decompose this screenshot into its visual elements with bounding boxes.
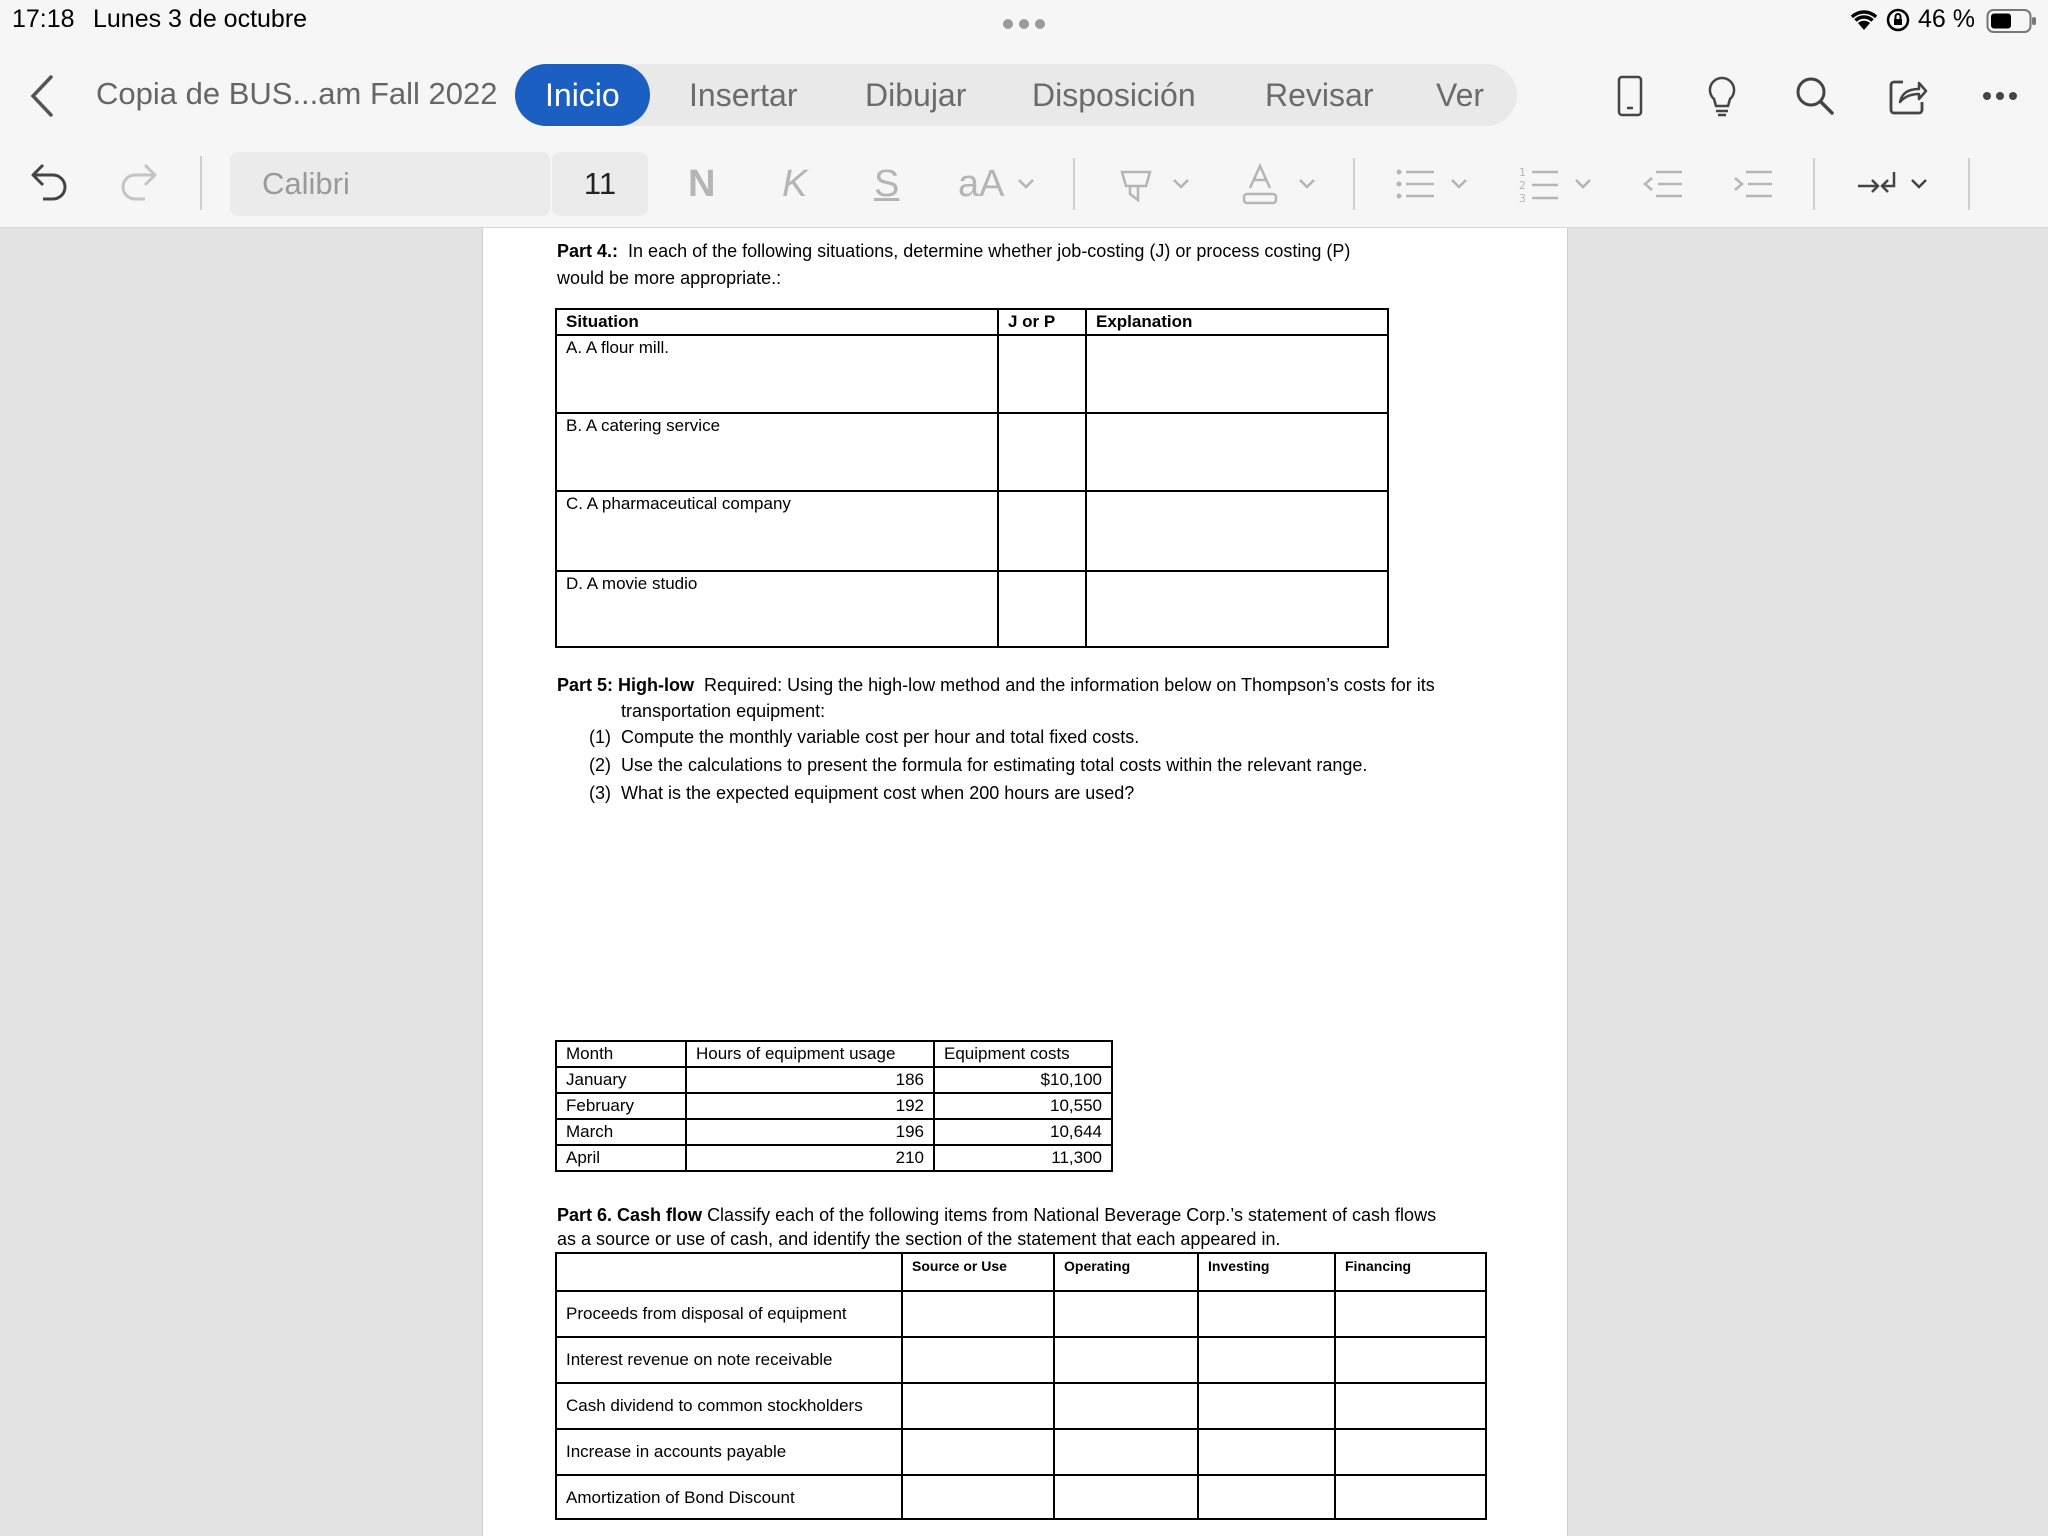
table-cell: 210	[686, 1145, 934, 1171]
table-cell[interactable]	[1335, 1475, 1486, 1519]
toolbar-divider	[1968, 158, 1970, 210]
mobile-view-icon[interactable]	[1612, 72, 1648, 120]
italic-button[interactable]: K	[782, 163, 808, 205]
table-cell[interactable]	[1054, 1337, 1198, 1383]
part6-intro	[557, 1202, 1436, 1228]
table-row	[556, 1093, 1112, 1119]
list-item-text: What is the expected equipment cost when 200 hours are used?	[621, 783, 1135, 803]
part5-text-line2: transportation equipment:	[621, 701, 826, 721]
part6-text-line1: Classify each of the following items from National Beverage Corp.’s statement of cash flows	[707, 1205, 1437, 1225]
highlight-color-icon[interactable]	[1112, 160, 1192, 208]
table-row	[556, 1145, 1112, 1171]
list-number: (3)	[589, 783, 611, 803]
part4-table	[555, 308, 1389, 648]
table-header: Equipment costs	[934, 1041, 1112, 1067]
table-cell: March	[556, 1119, 686, 1145]
collapse-toolbar-icon[interactable]	[1852, 160, 1932, 208]
table-cell[interactable]	[1335, 1429, 1486, 1475]
table-cell: 196	[686, 1119, 934, 1145]
table-cell[interactable]	[1054, 1429, 1198, 1475]
table-cell[interactable]	[1054, 1475, 1198, 1519]
table-cell: 11,300	[934, 1145, 1112, 1171]
tab-insertar[interactable]: Insertar	[689, 77, 798, 113]
table-cell[interactable]	[1086, 491, 1388, 571]
more-options-icon[interactable]	[1980, 84, 2020, 108]
multitasking-dots-icon[interactable]	[1000, 14, 1048, 34]
table-cell[interactable]	[902, 1337, 1054, 1383]
table-header: Explanation	[1086, 309, 1388, 335]
document-page[interactable]	[482, 228, 1568, 1536]
search-icon[interactable]	[1793, 72, 1837, 120]
list-item	[589, 780, 611, 806]
table-cell: D. A movie studio	[556, 571, 998, 647]
table-row	[556, 1337, 1486, 1383]
underline-button[interactable]: S	[874, 163, 900, 205]
table-cell[interactable]	[1086, 571, 1388, 647]
part4-intro	[557, 238, 1350, 264]
list-item-text: Use the calculations to present the formula for estimating total costs within the relevant range.	[621, 755, 1368, 775]
lightbulb-icon[interactable]	[1702, 72, 1742, 120]
table-cell: $10,100	[934, 1067, 1112, 1093]
table-cell: 192	[686, 1093, 934, 1119]
list-item	[589, 724, 611, 750]
numbered-list-icon[interactable]	[1516, 160, 1596, 208]
font-color-icon[interactable]	[1238, 160, 1318, 208]
equipment-cost-table	[555, 1040, 1113, 1172]
undo-icon[interactable]	[26, 158, 72, 208]
battery-percent: 46 %	[1918, 5, 1975, 33]
table-cell: 10,644	[934, 1119, 1112, 1145]
table-cell[interactable]	[998, 413, 1086, 491]
table-cell[interactable]	[902, 1429, 1054, 1475]
list-number: (2)	[589, 755, 611, 775]
status-date: Lunes 3 de octubre	[93, 5, 308, 33]
back-chevron-icon[interactable]	[22, 72, 62, 120]
part4-text-line1: In each of the following situations, determine whether job-costing (J) or process costing (P)	[628, 241, 1351, 261]
table-cell[interactable]	[1335, 1337, 1486, 1383]
table-cell[interactable]	[1198, 1475, 1335, 1519]
table-header: Operating	[1054, 1253, 1198, 1291]
orientation-lock-icon	[1886, 8, 1910, 32]
table-cell[interactable]	[902, 1475, 1054, 1519]
table-cell: April	[556, 1145, 686, 1171]
bullet-list-icon[interactable]	[1392, 160, 1472, 208]
toolbar-divider	[1353, 158, 1355, 210]
part5-heading: Part 5: High-low	[557, 675, 695, 695]
table-row	[556, 1429, 1486, 1475]
table-header: Investing	[1198, 1253, 1335, 1291]
tab-ver[interactable]: Ver	[1436, 77, 1485, 113]
table-header: Hours of equipment usage	[686, 1041, 934, 1067]
increase-indent-icon[interactable]	[1730, 160, 1778, 208]
part4-text-line2: would be more appropriate.:	[557, 268, 782, 288]
table-cell[interactable]	[998, 335, 1086, 413]
table-cell[interactable]	[1335, 1383, 1486, 1429]
part4-heading: Part 4.:	[557, 241, 619, 261]
toolbar-divider	[1813, 158, 1815, 210]
list-item-text: Compute the monthly variable cost per hour and total fixed costs.	[621, 727, 1140, 747]
chevron-down-icon[interactable]	[1014, 170, 1038, 198]
part5-text-line1: Required: Using the high-low method and the information below on Thompson’s costs for its	[704, 675, 1435, 695]
svg-text:3: 3	[1519, 192, 1526, 205]
table-cell: B. A catering service	[556, 413, 998, 491]
document-title[interactable]: Copia de BUS...am Fall 2022	[96, 76, 498, 111]
table-cell[interactable]	[998, 491, 1086, 571]
table-row	[556, 1067, 1112, 1093]
table-cell[interactable]	[1198, 1337, 1335, 1383]
list-number: (1)	[589, 727, 611, 747]
list-item	[589, 752, 611, 778]
cash-flow-table	[555, 1252, 1487, 1520]
tab-disposicion[interactable]: Disposición	[1032, 77, 1196, 113]
table-cell[interactable]	[902, 1383, 1054, 1429]
text-case-button[interactable]: aA	[958, 163, 1005, 205]
table-cell: 186	[686, 1067, 934, 1093]
table-cell[interactable]	[1054, 1291, 1198, 1337]
tab-dibujar[interactable]: Dibujar	[865, 77, 967, 113]
table-cell: 10,550	[934, 1093, 1112, 1119]
bold-button[interactable]: N	[688, 163, 716, 205]
toolbar-divider	[1073, 158, 1075, 210]
table-cell: C. A pharmaceutical company	[556, 491, 998, 571]
table-cell: February	[556, 1093, 686, 1119]
table-cell[interactable]	[1054, 1383, 1198, 1429]
font-name-field[interactable]: Calibri	[230, 152, 550, 216]
part5-intro	[557, 672, 1435, 698]
battery-icon	[1986, 8, 2038, 34]
table-cell[interactable]	[1198, 1429, 1335, 1475]
tab-inicio[interactable]: Inicio	[515, 64, 650, 126]
table-header: Source or Use	[902, 1253, 1054, 1291]
table-cell: Proceeds from disposal of equipment	[556, 1291, 902, 1337]
table-header: Month	[556, 1041, 686, 1067]
svg-text:2: 2	[1519, 179, 1526, 192]
table-cell[interactable]	[1086, 335, 1388, 413]
table-row	[556, 1475, 1486, 1519]
table-row	[556, 1291, 1486, 1337]
table-cell: Increase in accounts payable	[556, 1429, 902, 1475]
toolbar-divider	[200, 156, 202, 210]
tab-revisar[interactable]: Revisar	[1265, 77, 1374, 113]
table-cell[interactable]	[1086, 413, 1388, 491]
part6-heading: Part 6. Cash flow	[557, 1205, 703, 1225]
table-header: J or P	[998, 309, 1086, 335]
table-row	[556, 1383, 1486, 1429]
table-header	[556, 1253, 902, 1291]
table-row	[556, 1119, 1112, 1145]
table-cell[interactable]	[1335, 1291, 1486, 1337]
table-cell: Interest revenue on note receivable	[556, 1337, 902, 1383]
table-cell[interactable]	[998, 571, 1086, 647]
table-cell: Amortization of Bond Discount	[556, 1475, 902, 1519]
part6-text-line2: as a source or use of cash, and identify the section of the statement that each appeared in.	[557, 1229, 1281, 1249]
table-header: Situation	[556, 309, 998, 335]
status-time: 17:18	[12, 5, 75, 33]
table-cell: A. A flour mill.	[556, 335, 998, 413]
table-header: Financing	[1335, 1253, 1486, 1291]
table-cell: Cash dividend to common stockholders	[556, 1383, 902, 1429]
redo-icon[interactable]	[116, 158, 162, 208]
share-icon[interactable]	[1886, 72, 1930, 120]
table-cell[interactable]	[1198, 1291, 1335, 1337]
table-cell[interactable]	[1198, 1383, 1335, 1429]
app-chrome	[0, 0, 2048, 228]
svg-text:1: 1	[1519, 166, 1526, 179]
table-cell: January	[556, 1067, 686, 1093]
font-size-field[interactable]: 11	[552, 152, 648, 216]
wifi-icon	[1848, 6, 1880, 34]
table-cell[interactable]	[902, 1291, 1054, 1337]
decrease-indent-icon[interactable]	[1640, 160, 1688, 208]
